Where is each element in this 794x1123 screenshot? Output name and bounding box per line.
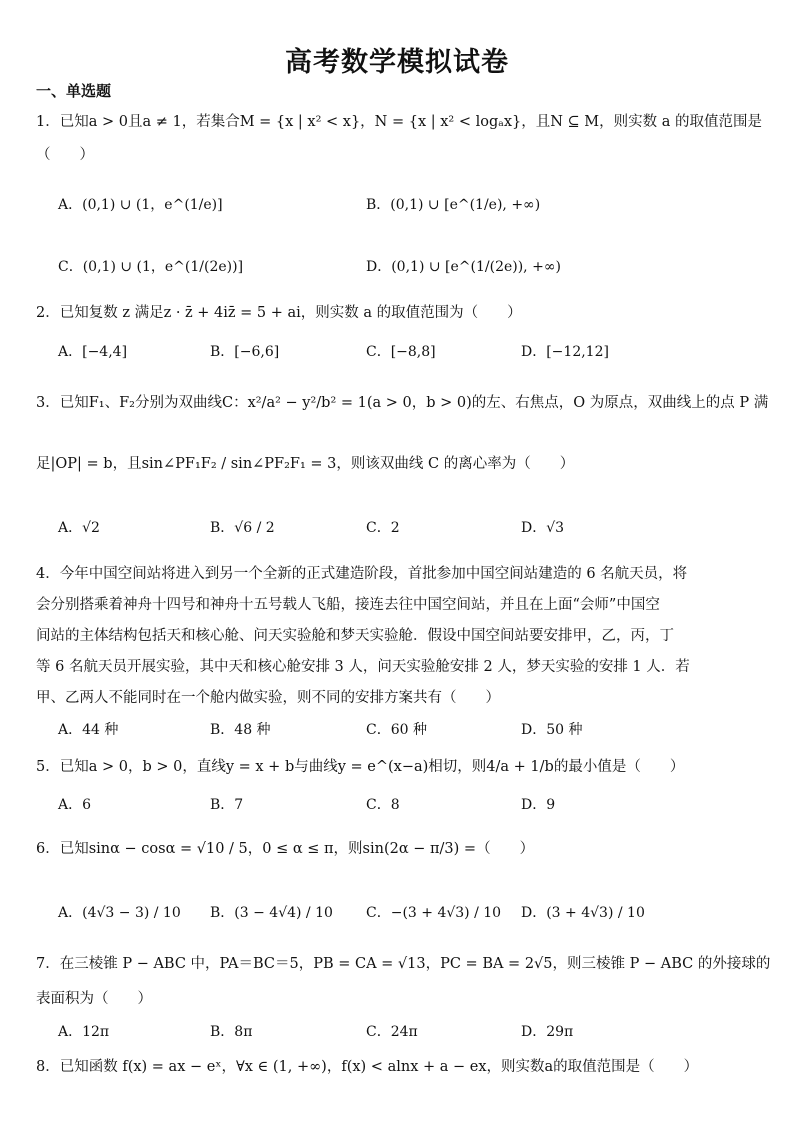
question-4-line-5: 甲、乙两人不能同时在一个舱内做实验，则不同的安排方案共有（ ） [36, 690, 500, 706]
question-3-option-b: B．√6 / 2 [210, 520, 275, 536]
section-heading: 一、单选题 [36, 82, 112, 100]
question-6-line-1: 6．已知sinα − cosα = √10 / 5，0 ≤ α ≤ π，则sin(2α − π/3) =（ ） [36, 841, 535, 857]
question-2-option-a: A．[−4,4] [58, 344, 128, 360]
question-3-option-c: C．2 [366, 520, 400, 536]
question-5-option-c: C．8 [366, 797, 400, 813]
question-1-option-c: C．(0,1) ∪ (1，e^(1/(2e))] [58, 259, 244, 275]
question-2-option-b: B．[−6,6] [210, 344, 280, 360]
question-7-option-b: B．8π [210, 1024, 253, 1040]
question-6-option-a: A．(4√3 − 3) / 10 [58, 905, 181, 921]
question-7-line-2: 表面积为（ ） [36, 991, 152, 1007]
question-4-option-b: B．48 种 [210, 722, 271, 738]
question-4-option-c: C．60 种 [366, 722, 427, 738]
question-6-option-b: B．(3 − 4√4) / 10 [210, 905, 333, 921]
question-6-option-d: D．(3 + 4√3) / 10 [521, 905, 645, 921]
question-1-option-a: A．(0,1) ∪ (1，e^(1/e)] [58, 197, 223, 213]
question-5-option-b: B．7 [210, 797, 244, 813]
question-4-line-4: 等 6 名航天员开展实验，其中天和核心舱安排 3 人，问天实验舱安排 2 人，梦天实验的安排 1 人．若 [36, 659, 690, 675]
question-4-option-d: D．50 种 [521, 722, 583, 738]
question-5-line-1: 5．已知a > 0，b > 0，直线y = x + b与曲线y = e^(x−a)相切，则4/a + 1/b的最小值是（ ） [36, 759, 685, 775]
page-title: 高考数学模拟试卷 [285, 47, 509, 78]
question-3-option-a: A．√2 [58, 520, 100, 536]
question-5-option-d: D．9 [521, 797, 556, 813]
question-1-line-2: （ ） [36, 147, 94, 163]
question-5-option-a: A．6 [58, 797, 92, 813]
question-4-line-1: 4．今年中国空间站将进入到另一个全新的正式建造阶段，首批参加中国空间站建造的 6 名航天员，将 [36, 566, 688, 582]
question-1-line-1: 1．已知a > 0且a ≠ 1，若集合M = {x | x² < x}，N = {x | x² < logₐx}，且N ⊆ M，则实数 a 的取值范围是 [36, 114, 763, 130]
question-2-option-c: C．[−8,8] [366, 344, 436, 360]
question-4-line-3: 间站的主体结构包括天和核心舱、问天实验舱和梦天实验舱．假设中国空间站要安排甲，乙，丙，丁 [36, 628, 674, 644]
question-2-line-1: 2．已知复数 z 满足z · z̄ + 4iz̄ = 5 + ai，则实数 a 的取值范围为（ ） [36, 305, 522, 321]
question-7-option-d: D．29π [521, 1024, 574, 1040]
question-7-option-c: C．24π [366, 1024, 418, 1040]
question-8-line-1: 8．已知函数 f(x) = ax − eˣ，∀x ∈ (1, +∞)，f(x) < alnx + a − ex，则实数a的取值范围是（ ） [36, 1059, 699, 1075]
question-6-option-c: C．−(3 + 4√3) / 10 [366, 905, 502, 921]
question-1-option-b: B．(0,1) ∪ [e^(1/e), +∞) [366, 197, 541, 213]
question-3-line-1: 3．已知F₁、F₂分别为双曲线C：x²/a² − y²/b² = 1(a > 0，b > 0)的左、右焦点，O 为原点，双曲线上的点 P 满 [36, 395, 769, 411]
question-7-line-1: 7．在三棱锥 P − ABC 中，PA＝BC＝5，PB = CA = √13，PC = BA = 2√5，则三棱锥 P − ABC 的外接球的 [36, 956, 771, 972]
question-1-option-d: D．(0,1) ∪ [e^(1/(2e)), +∞) [366, 259, 561, 275]
question-3-line-2: 足|OP| = b，且sin∠PF₁F₂ / sin∠PF₂F₁ = 3，则该双曲线 C 的离心率为（ ） [36, 456, 575, 472]
question-4-option-a: A．44 种 [58, 722, 119, 738]
question-3-option-d: D．√3 [521, 520, 565, 536]
question-2-option-d: D．[−12,12] [521, 344, 609, 360]
question-7-option-a: A．12π [58, 1024, 110, 1040]
question-4-line-2: 会分别搭乘着神舟十四号和神舟十五号载人飞船，接连去往中国空间站，并且在上面“会师”中国空 [36, 597, 660, 613]
